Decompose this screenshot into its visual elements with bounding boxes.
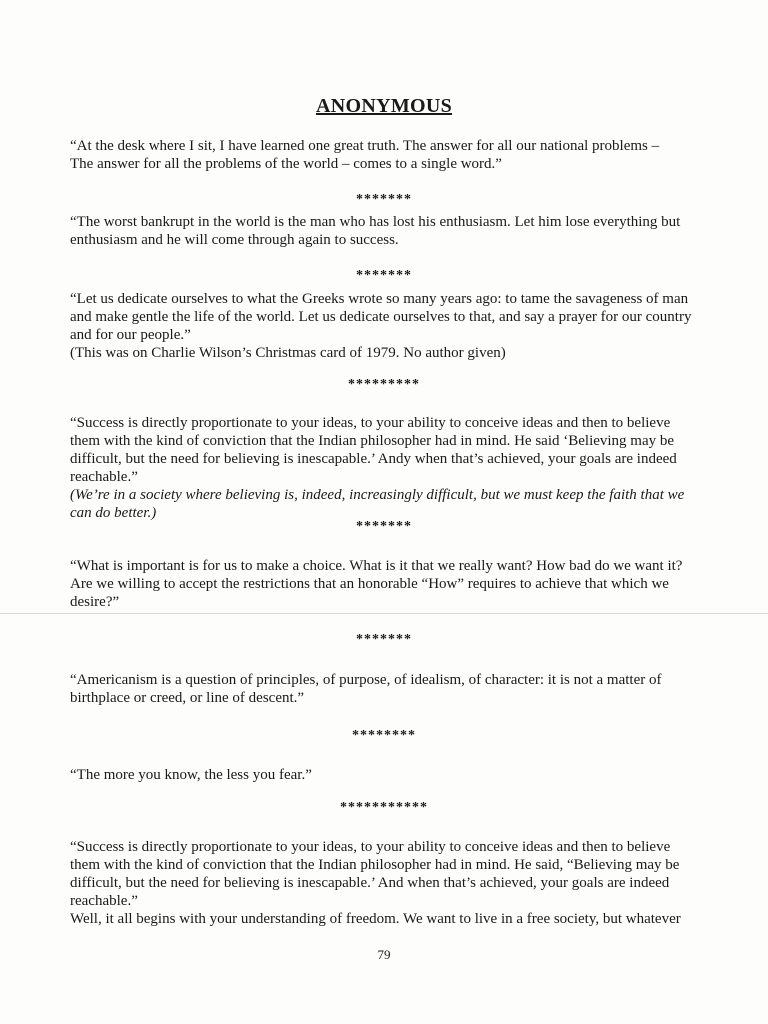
quote-line: “What is important is for us to make a choice. What is it that we really want? How bad do we want it?: [70, 558, 683, 574]
quote-block: [70, 671, 710, 707]
quote-line: and make gentle the life of the world. Let us dedicate ourselves to that, and say a prayer for our country: [70, 309, 692, 325]
page-title: ANONYMOUS: [315, 95, 453, 117]
quote-line: “Let us dedicate ourselves to what the Greeks wrote so many years ago: to tame the savageness of man: [70, 291, 689, 307]
quote-block: [70, 290, 710, 362]
separator: *******: [356, 632, 412, 647]
quote-line: “The more you know, the less you fear.”: [70, 767, 312, 783]
quote-block: [70, 766, 710, 784]
quote-block: [70, 838, 710, 928]
separator: ********: [352, 728, 416, 743]
quote-line: Are we willing to accept the restrictions that an honorable “How” requires to achieve that which we: [70, 576, 669, 592]
quote-line: enthusiasm and he will come through again to success.: [70, 232, 399, 248]
quote-line: and for our people.”: [70, 327, 191, 343]
quote-line: difficult, but the need for believing is inescapable.’ And when that’s achieved, your goals are indeed: [70, 875, 670, 891]
separator: *******: [356, 519, 412, 534]
separator: ***********: [340, 800, 428, 815]
quote-block: [70, 557, 710, 611]
quote-line: them with the kind of conviction that the Indian philosopher had in mind. He said, “Believing may be: [70, 857, 680, 873]
quote-line: them with the kind of conviction that the Indian philosopher had in mind. He said ‘Believing may be: [70, 433, 675, 449]
quote-line: birthplace or creed, or line of descent.”: [70, 690, 305, 706]
quote-line: Well, it all begins with your understanding of freedom. We want to live in a free society, but whatever: [70, 911, 681, 927]
quote-note: (This was on Charlie Wilson’s Christmas card of 1979. No author given): [70, 345, 506, 361]
quote-block: [70, 414, 710, 522]
quote-line: “Success is directly proportionate to your ideas, to your ability to conceive ideas and then to believe: [70, 839, 671, 855]
quote-commentary: can do better.): [70, 505, 157, 521]
separator: *******: [356, 268, 412, 283]
quote-line: “Success is directly proportionate to your ideas, to your ability to conceive ideas and then to believe: [70, 415, 671, 431]
quote-line: “Americanism is a question of principles, of purpose, of idealism, of character: it is not a matter of: [70, 672, 662, 688]
page-number: 79: [377, 947, 391, 962]
separator: *******: [356, 192, 412, 207]
scan-seam-line: [0, 613, 768, 614]
quote-block: [70, 137, 710, 173]
quote-line: reachable.”: [70, 469, 138, 485]
separator: *********: [348, 377, 420, 392]
quote-line: desire?”: [70, 594, 120, 610]
quote-commentary: (We’re in a society where believing is, indeed, increasingly difficult, but we must keep the faith that we: [70, 487, 685, 503]
quote-line: reachable.”: [70, 893, 138, 909]
quote-line: “At the desk where I sit, I have learned one great truth. The answer for all our national problems –: [70, 138, 660, 154]
quote-line: “The worst bankrupt in the world is the man who has lost his enthusiasm. Let him lose everything but: [70, 214, 681, 230]
quote-line: The answer for all the problems of the world – comes to a single word.”: [70, 156, 502, 172]
quote-line: difficult, but the need for believing is inescapable.’ Andy when that’s achieved, your goals are indeed: [70, 451, 677, 467]
quote-block: [70, 213, 710, 249]
